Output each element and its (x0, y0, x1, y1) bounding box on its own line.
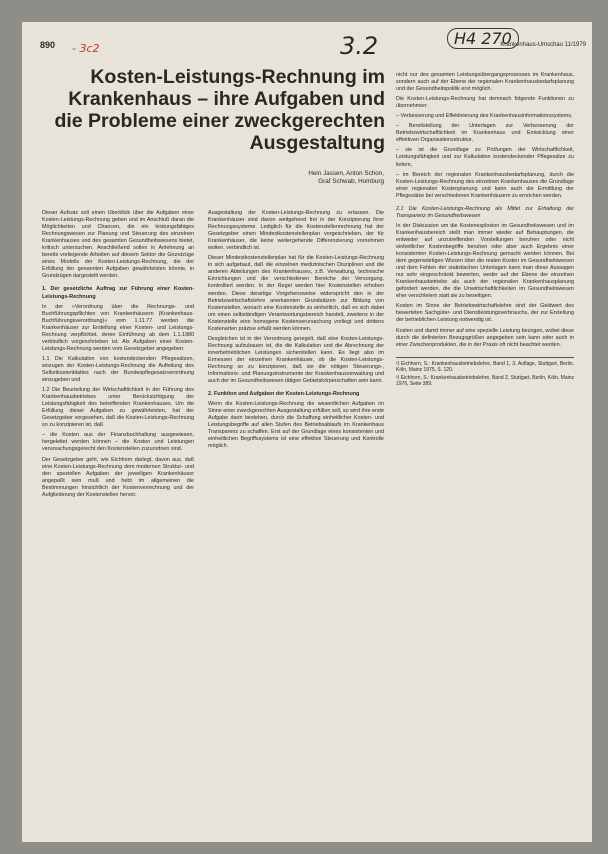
paragraph: 1.1 Die Kalkulation von kostendeckenden Pflegesätzen, wozugen der Kosten-Leistungs-Rechnung die Aufteilung des Selbstkostenblattes nach der Bundespflegesatzverordnung einzugeben und (42, 355, 194, 384)
paragraph: Wenn die Kosten-Leistungs-Rechnung die wesentlichen Aufgaben im Sinne einer zweckgerechten Ausgestaltung erfüllen soll, so wird ihre erste Aufgabe darin bestehen, durch die Schaffung einheitlicher Kosten- und Leistungsbegriffe auf allen Stufen des Betriebsablaufs im Krankenhaus Transparenz zu schaffen. Erst auf der Grundlage eines konsistenten und einheitlichen Begriffssystems ist eine effektive Steuerung und Kontrolle möglich. (208, 401, 384, 450)
author-line: Hein Jassen, Anton Schon, (308, 170, 384, 177)
page-number: 890 (40, 40, 56, 50)
paragraph: Dieser Mindestkostenstellenplan hat für die Kosten-Leistungs-Rechnung in sich aufgebaut, daß die einzelnen medizinischen Disziplinen und die anderen Abteilungen des Krankenhauses, z.B. Verwaltung, technische Einrichtungen und die verschiedenen Bereiche der Versorgung, kontrolliert werden. In der Regel werden hier Kostenstellen erhoben werden. Diese derartige Vorgehensweise widerspricht den in der Betriebswirtschaftslehre anerkannten Grundsätzen zur Bildung von Kostenstellen, wonach eine Kostenstelle zu einheitlich, daß es sich dabei um einen selbständigen Verantwortungsbereich handelt, zweitens in der Kostenstelle eine homogene Kostenverursachung vorliegt und drittens Kostenarten präzise erfaßt werden können. (208, 255, 384, 332)
paragraph: Ausgestaltung der Kosten-Leistungs-Rechnung zu erlassen. Die Krankenhäuser sind davon weitgehend frei in der Konzipierung ihrer Rechnungssysteme. Lediglich für die Kostenstellenrechnung hat der Gesetzgeber einen Mindestkostenstellenplan vorgeschrieben, der für Krankenhäuser, die keine weitergehende Differenzierung vornehmen wollen, verbindlich ist. (208, 210, 384, 252)
author-line: Graf Schwab, Homburg (318, 178, 384, 185)
footnote: ²) Eichhorn, S.: Krankenhausbetriebslehre, Band 2, Stuttgart, Berlin, Köln, Mainz 1976, Seite 389. (396, 374, 574, 387)
section-heading: 1. Der gesetzliche Auftrag zur Führung einer Kosten-Leistungs-Rechnung (42, 286, 194, 300)
paragraph: In der Diskussion um die Kostenexplosion im Gesundheitswesen und im Krankenhausbereich stellt man immer wieder auf Behauptungen, die entweder auf unzutreffenden Vorstellungen beruhen oder nicht einheitlicher Kostenbegriffe beruhen oder aber auch Ergebnis einer konsistenten Kosten-Leistungs-Rechnung gemacht werden können. Bei dem gegenwärtigen Wissen über die realen Kosten im Gesundheitswesen und dem Fehlen der statistischen Unterlagen kann man diese Aussagen nur sehr eingeschränkt bewerten, weder auf der Ebene der einzelnen Krankenhausbetriebe als auch der regionalen Krankenhausplanung gefordert werden, die die Unwirtschaftlichkeiten im Gesundheitswesen eher verschleiern statt sie zu beseitigen. (396, 222, 574, 300)
archive-stamp: H4 270 (447, 28, 519, 49)
article-title: Kosten-Leistungs-Rechnung im Krankenhaus – ihre Aufgaben und die Probleme einer zweckgerechten Ausgestaltung (54, 66, 385, 154)
footnotes (396, 357, 574, 387)
paragraph: – die Kosten aus der Finanzbuchhaltung ausgewiesen, hergeleitet werden können – die Kosten und Leistungen verursachungsgerecht den Kostenstellen zuzuordnen sind. (42, 432, 194, 453)
paragraph: Die Kosten-Leistungs-Rechnung hat demnach folgende Funktionen zu übernehmen: (396, 96, 574, 110)
text-column-3 (396, 72, 574, 807)
paragraph: Kosten im Sinne der Betriebswirtschaftslehre sind der Geldwert des bewerteten Sachgüter- und Dienstleistungsverbrauchs, der zur Erstellung der betrieblichen Leistung notwendig ist. (396, 303, 574, 324)
page (22, 22, 592, 842)
list-item: – im Bereich der regionalen Krankenhausbedarfsplanung, durch die Kosten-Leistungs-Rechnung des einzelnen Krankenhauses die Grundlage einer regionalen Kostenplanung und kann auch die Ermittlung der Pflegesätze bei verschiedenen Krankenhäusern zu erreichen werden. (396, 171, 574, 199)
journal-reference: Krankenhaus-Umschau 11/1979 (500, 42, 586, 48)
list-item: – Verbesserung und Effektivierung des Krankenhausinformationssystems, (396, 113, 573, 120)
list-item: – Bereitstellung der Unterlagen zur Verbesserung der Betriebswirtschaftlichkeit im Krankenhaus und Entwicklung einer effektiven Organisationsstruktur, (396, 123, 574, 144)
section-heading: 2. Funktion und Aufgaben der Kosten-Leistungs-Rechnung (208, 391, 360, 398)
text-column-1 (42, 210, 194, 822)
paragraph: Der Gesetzgeber geht, wie Eichhorn darlegt, davon aus, daß eine Kosten-Leistungs-Rechnung dem modernen Struktur- und den speziellen Aufgaben der jeweiligen Krankenhäuser angepaßt sein muß und hebt im allgemeinen die Bestimmungen hinsichtlich der Kostenverrechnung und der Aufgliederung der Kostenstellen hervor. (42, 456, 194, 498)
handwritten-number: 3.2 (340, 32, 379, 60)
footnote: ¹) Eichhorn, S.: Krankenhausbetriebslehre, Band 1, 3. Auflage, Stuttgart, Berlin, Köln, Mainz 1975, S. 120. (396, 360, 574, 373)
paragraph: Desgleichen ist in der Verordnung geregelt, daß eine Kosten-Leistungs-Rechnung aufzubauen ist, die die Kalkulation und die Abrechnung der innerbetrieblichen Leistungen sicherstellen kann. Es liegt also im Ermessen der einzelnen Krankenhäuser, ob die Kosten-Leistungs-Rechnung so zu konzipieren, daß sie die nötigen Steuerungs-, Informations- und Planungsinstrumente der Krankenhausverwaltung und auch der im Gesundheitswesen tätigen Gebietskörperschaften sein kann. (208, 335, 384, 385)
paragraph: In der »Verordnung über die Rechnungs- und Buchführungspflichten von Krankenhäusern (Krankenhaus-Buchführungsverordnung)« vom 1.11.77 werden die Krankenhäuser zur Erstellung einer Kosten- und Leistungs-Rechnung verpflichtet, deren Einführung ab dem 1.1.1980 verbindlich vorgeschrieben ist. Als Aufgaben einer Kosten-Leistungs-Rechnung werden vom Gesetzgeber angegeben: (42, 303, 194, 352)
paragraph: Dieser Aufsatz soll einen Überblick über die Aufgaben einer Kosten-Leistungs-Rechnung geben und im Anschluß daran die Möglichkeiten und Chancen, die ein leistungsfähiges Rechnungswesen zur Planung und Steuerung des einzelnen Krankenhauses und des gesamten Gesundheitswesens bietet, kritisch untersuchen. Anschließend sollen in Anlehnung an bereits vorliegende Arbeiten auf diesem Sektor die Grundzüge eines Modells der Kosten-Leistungs-Rechnung, die der Erfüllung der genannten Aufgaben gewährleisten könnte, in Grundzügen dargestellt werden. (42, 210, 194, 280)
list-item: – sie ist die Grundlage zu Prüfungen der Wirtschaftlichkeit, Leistungsfähigkeit und zur Kalkulation kostendeckender Pflegesätze zu liefern, (396, 147, 574, 168)
paragraph: nicht nur des gesamten Leistungsübergangsprozesses im Krankenhaus, sondern auch auf der Ebene der regionalen Krankenhausbedarfsplanung und der Gesundheitspolitik erst möglich. (396, 72, 574, 93)
paragraph: Kosten und damit immer auf eine spezielle Leistung bezogen, wobei diese durch die definierten Bezugsgrößen angegeben sein kann oder auch in einer Zwischenprodukten, die in der Praxis oft nicht beachtet werden. (396, 327, 574, 348)
subsection-heading: 2.1 Die Kosten-Leistungs-Rechnung als Mittel zur Erhaltung der Transparenz im Gesundheitswesen (396, 205, 574, 219)
article-authors (222, 170, 384, 186)
handwritten-note: - 3c2 (72, 42, 100, 55)
paragraph: 1.2 Die Beurteilung der Wirtschaftlichkeit in der Führung des Krankenhausbetriebes unter Berücksichtigung der Leistungsfähigkeit des betreffenden Krankenhauses. Um die Erfüllung dieser Aufgaben zu gewährleisten, hat der Gesetzgeber vorgesehen, daß die Kosten-Leistungs-Rechnung so zu konzipieren ist, daß (42, 387, 194, 429)
text-column-2 (208, 210, 384, 822)
